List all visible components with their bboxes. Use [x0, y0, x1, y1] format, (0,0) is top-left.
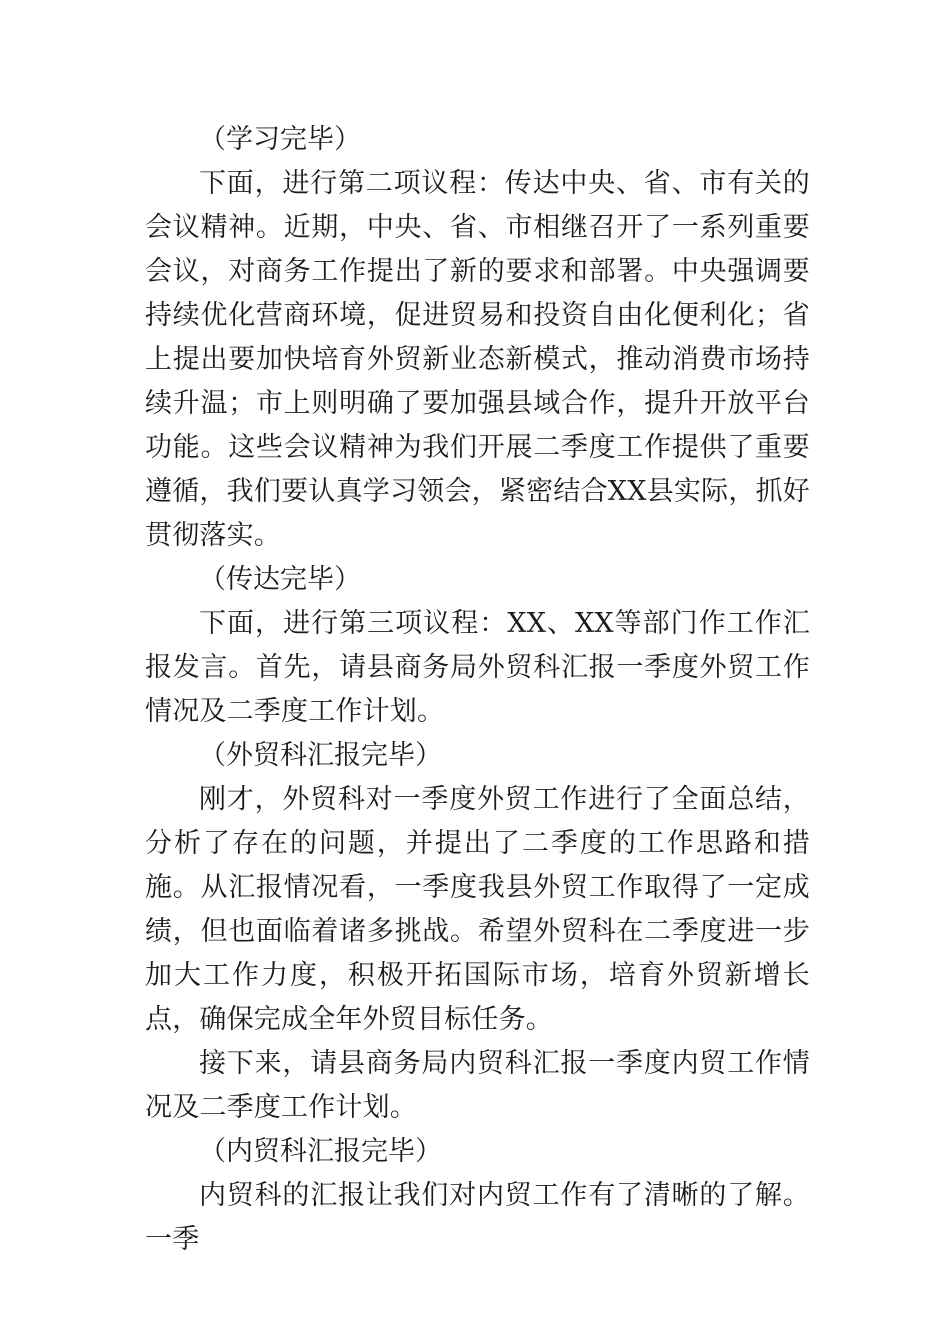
- paragraph: 刚才，外贸科对一季度外贸工作进行了全面总结，分析了存在的问题，并提出了二季度的工作思路和措施。从汇报情况看，一季度我县外贸工作取得了一定成绩，但也面临着诸多挑战。希望外贸科在二季度进一步加大工作力度，积极开拓国际市场，培育外贸新增长点，确保完成全年外贸目标任务。: [145, 784, 810, 1035]
- stage-note: （内贸科汇报完毕）: [199, 1136, 442, 1167]
- paragraph: 下面，进行第二项议程：传达中央、省、市有关的会议精神。近期，中央、省、市相继召开了一系列重要会议，对商务工作提出了新的要求和部署。中央强调要持续优化营商环境，促进贸易和投资自由化便利化；省上提出要加快培育外贸新业态新模式，推动消费市场持续升温；市上则明确了要加强县域合作，提升开放平台功能。这些会议精神为我们开展二季度工作提供了重要遵循，我们要认真学习领会，紧密结合XX县实际，抓好贯彻落实。: [145, 168, 810, 551]
- paragraph: 接下来，请县商务局内贸科汇报一季度内贸工作情况及二季度工作计划。: [145, 1048, 810, 1123]
- paragraph: 下面，进行第三项议程：XX、XX等部门作工作汇报发言。首先，请县商务局外贸科汇报一季度外贸工作情况及二季度工作计划。: [145, 608, 810, 727]
- paragraph: 内贸科的汇报让我们对内贸工作有了清晰的了解。一季: [145, 1180, 810, 1255]
- stage-note: （传达完毕）: [199, 564, 361, 595]
- stage-note: （外贸科汇报完毕）: [199, 740, 442, 771]
- stage-note: （学习完毕）: [199, 124, 361, 155]
- document-body: [145, 118, 810, 1262]
